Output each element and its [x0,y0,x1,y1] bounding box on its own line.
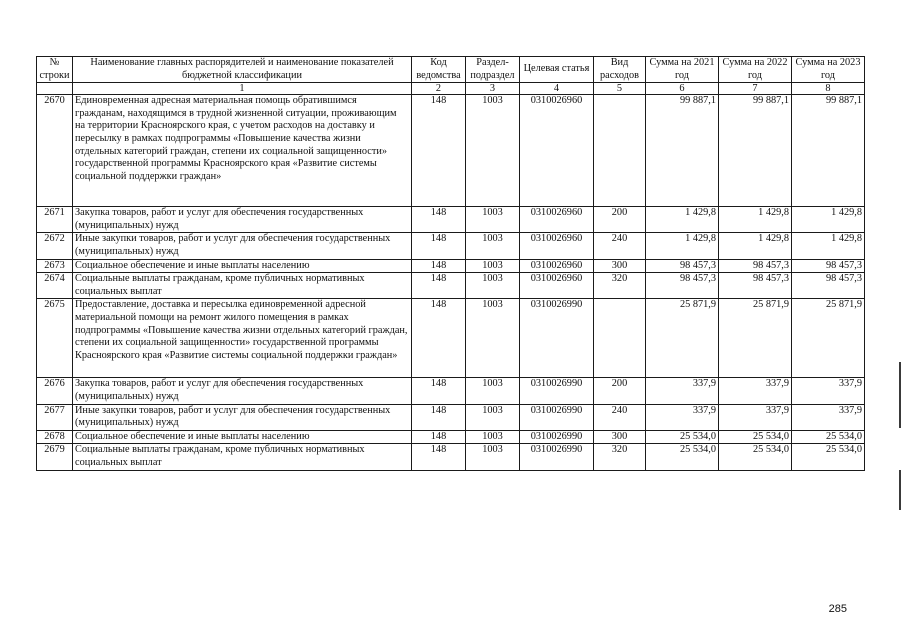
cell-dept-code: 148 [412,299,466,378]
cell-target-item: 0310026990 [520,378,594,404]
cell-row-number: 2671 [37,207,73,233]
cell-name: Социальное обеспечение и иные выплаты населению [73,259,412,273]
cell-expense-type [594,95,646,207]
header-sum-2021: Сумма на 2021 год [646,57,719,83]
cell-sum-2021: 98 457,3 [646,259,719,273]
cell-expense-type: 240 [594,404,646,430]
cell-expense-type: 300 [594,430,646,444]
cell-dept-code: 148 [412,207,466,233]
cell-name: Иные закупки товаров, работ и услуг для обеспечения государственных (муниципальных) нужд [73,404,412,430]
cell-row-number: 2670 [37,95,73,207]
cell-sum-2021: 337,9 [646,404,719,430]
cell-sum-2022: 98 457,3 [719,273,792,299]
cell-sum-2021: 25 534,0 [646,430,719,444]
cell-row-number: 2677 [37,404,73,430]
cell-sum-2023: 25 534,0 [792,444,865,470]
cell-dept-code: 148 [412,233,466,259]
table-row [37,95,865,207]
cell-sum-2022: 337,9 [719,404,792,430]
table-row [37,273,865,299]
table-row [37,430,865,444]
cell-row-number: 2676 [37,378,73,404]
cell-target-item: 0310026990 [520,430,594,444]
table-header [37,57,865,95]
cell-row-number: 2674 [37,273,73,299]
cell-dept-code: 148 [412,404,466,430]
cell-name: Предоставление, доставка и пересылка единовременной адресной материальной помощи на ремонт жилого помещения в рамках подпрограммы «Повышение качества жизни отдельных категорий граждан, степени их социальной защищенности» государственной программы Красноярского края «Развитие системы социальной поддержки граждан» [73,299,412,378]
cell-expense-type: 200 [594,207,646,233]
column-number: 6 [646,83,719,95]
cell-sum-2021: 25 871,9 [646,299,719,378]
budget-table [36,56,865,471]
cell-sum-2023: 337,9 [792,378,865,404]
cell-name: Закупка товаров, работ и услуг для обеспечения государственных (муниципальных) нужд [73,378,412,404]
table-row [37,233,865,259]
cell-target-item: 0310026990 [520,444,594,470]
cell-section: 1003 [466,273,520,299]
header-expense-type: Вид расходов [594,57,646,83]
cell-expense-type [594,299,646,378]
cell-sum-2021: 337,9 [646,378,719,404]
cell-row-number: 2672 [37,233,73,259]
cell-target-item: 0310026960 [520,273,594,299]
cell-sum-2021: 1 429,8 [646,207,719,233]
column-number: 8 [792,83,865,95]
header-sum-2022: Сумма на 2022 год [719,57,792,83]
cell-name: Закупка товаров, работ и услуг для обеспечения государственных (муниципальных) нужд [73,207,412,233]
table-row [37,207,865,233]
header-target-item: Целевая статья [520,57,594,83]
cell-target-item: 0310026990 [520,299,594,378]
cell-name: Социальное обеспечение и иные выплаты населению [73,430,412,444]
cell-sum-2023: 1 429,8 [792,233,865,259]
cell-dept-code: 148 [412,273,466,299]
scan-edge-mark [899,470,901,510]
cell-name: Единовременная адресная материальная помощь обратившимся гражданам, находящимся в трудной жизненной ситуации, проживающим на территории Красноярского края, с учетом расходов на доставку и пересылку в рамках подпрограммы «Повышение качества жизни отдельных категорий граждан, степени их социальной защищенности» государственной программы Красноярского края «Развитие системы социальной поддержки граждан» [73,95,412,207]
column-number: 5 [594,83,646,95]
cell-section: 1003 [466,444,520,470]
header-row-number: № строки [37,57,73,83]
header-sum-2023: Сумма на 2023 год [792,57,865,83]
cell-sum-2022: 25 871,9 [719,299,792,378]
cell-section: 1003 [466,430,520,444]
cell-sum-2023: 98 457,3 [792,273,865,299]
cell-dept-code: 148 [412,378,466,404]
cell-section: 1003 [466,259,520,273]
cell-sum-2023: 1 429,8 [792,207,865,233]
cell-section: 1003 [466,233,520,259]
cell-sum-2022: 337,9 [719,378,792,404]
table-row [37,404,865,430]
cell-dept-code: 148 [412,444,466,470]
cell-sum-2021: 98 457,3 [646,273,719,299]
document-sheet [36,56,864,471]
cell-sum-2023: 99 887,1 [792,95,865,207]
cell-target-item: 0310026960 [520,259,594,273]
cell-section: 1003 [466,404,520,430]
cell-sum-2021: 25 534,0 [646,444,719,470]
cell-target-item: 0310026960 [520,233,594,259]
cell-expense-type: 240 [594,233,646,259]
cell-row-number: 2678 [37,430,73,444]
cell-sum-2022: 25 534,0 [719,430,792,444]
cell-sum-2022: 99 887,1 [719,95,792,207]
table-row [37,259,865,273]
cell-dept-code: 148 [412,95,466,207]
cell-target-item: 0310026990 [520,404,594,430]
cell-section: 1003 [466,299,520,378]
cell-expense-type: 320 [594,444,646,470]
scan-edge-mark [899,362,901,428]
cell-target-item: 0310026960 [520,95,594,207]
cell-sum-2023: 337,9 [792,404,865,430]
table-row [37,444,865,470]
cell-name: Иные закупки товаров, работ и услуг для обеспечения государственных (муниципальных) нужд [73,233,412,259]
cell-sum-2021: 1 429,8 [646,233,719,259]
cell-sum-2022: 25 534,0 [719,444,792,470]
cell-sum-2023: 98 457,3 [792,259,865,273]
column-number: 4 [520,83,594,95]
cell-expense-type: 200 [594,378,646,404]
cell-row-number: 2679 [37,444,73,470]
cell-section: 1003 [466,207,520,233]
cell-expense-type: 320 [594,273,646,299]
header-section: Раздел-подраздел [466,57,520,83]
column-number-row [37,83,865,95]
cell-sum-2022: 98 457,3 [719,259,792,273]
cell-name: Социальные выплаты гражданам, кроме публичных нормативных социальных выплат [73,273,412,299]
column-number: 7 [719,83,792,95]
cell-sum-2023: 25 534,0 [792,430,865,444]
cell-row-number: 2673 [37,259,73,273]
cell-section: 1003 [466,95,520,207]
cell-sum-2021: 99 887,1 [646,95,719,207]
cell-row-number: 2675 [37,299,73,378]
cell-name: Социальные выплаты гражданам, кроме публичных нормативных социальных выплат [73,444,412,470]
cell-sum-2023: 25 871,9 [792,299,865,378]
column-number [37,83,73,95]
cell-sum-2022: 1 429,8 [719,233,792,259]
table-row [37,299,865,378]
cell-sum-2022: 1 429,8 [719,207,792,233]
column-number: 3 [466,83,520,95]
cell-target-item: 0310026960 [520,207,594,233]
page-number: 285 [828,603,847,615]
header-dept-code: Код ведомства [412,57,466,83]
cell-dept-code: 148 [412,430,466,444]
column-number: 2 [412,83,466,95]
table-body [37,95,865,470]
table-row [37,378,865,404]
cell-section: 1003 [466,378,520,404]
header-name: Наименование главных распорядителей и наименование показателей бюджетной классификации [73,57,412,83]
column-number: 1 [73,83,412,95]
cell-dept-code: 148 [412,259,466,273]
cell-expense-type: 300 [594,259,646,273]
